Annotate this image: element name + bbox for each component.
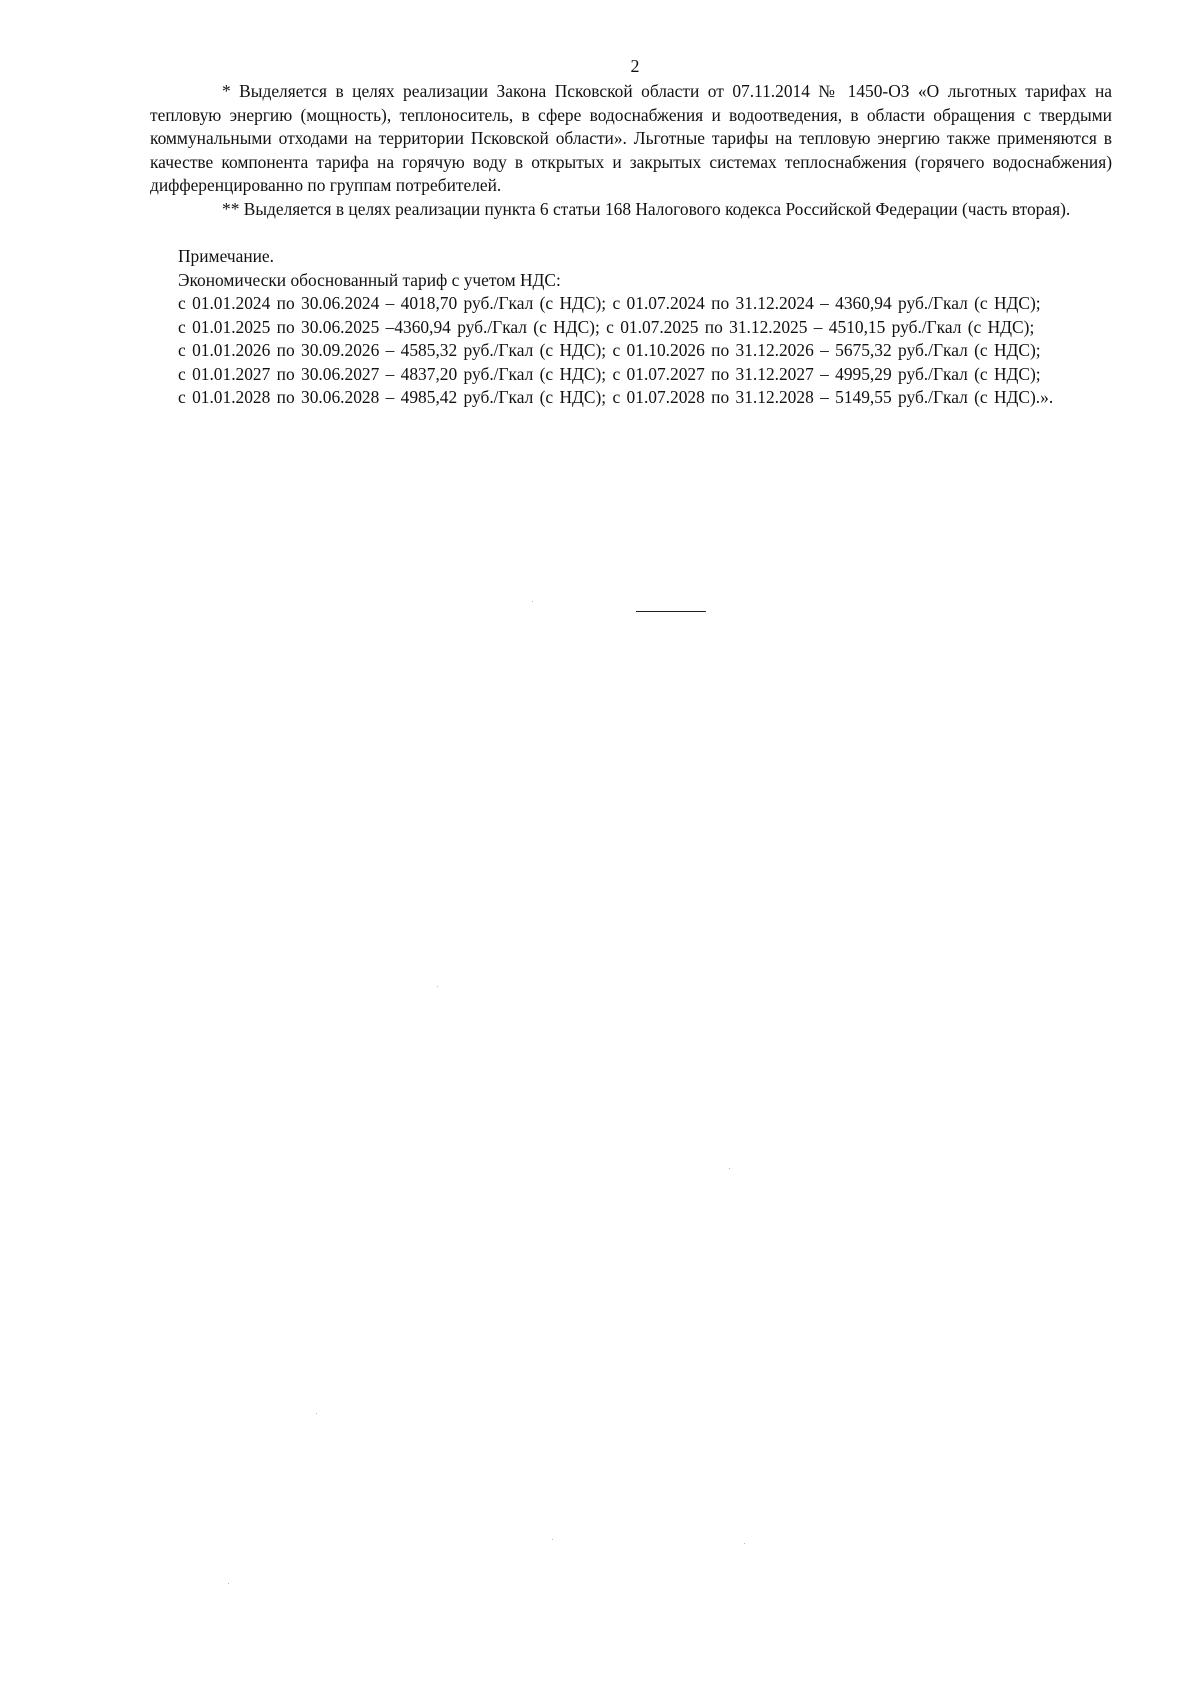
note-subheading: Экономически обоснованный тариф с учетом НДС:: [178, 269, 561, 290]
scan-speck: [729, 1168, 730, 1169]
tariff-line-2028: с 01.01.2028 по 30.06.2028 – 4985,42 руб./Гкал (с НДС); с 01.07.2028 по 31.12.2028 – 5149,55 руб./Гкал (с НДС).».: [178, 387, 1054, 407]
tariff-list: [150, 292, 1112, 410]
footnote-double-asterisk: ** Выделяется в целях реализации пункта 6 статьи 168 Налогового кодекса Российской Федерации (часть вторая).: [222, 198, 1071, 219]
end-of-text-rule: [636, 611, 706, 612]
scan-speck: [532, 601, 533, 602]
tariff-line-2027: с 01.01.2027 по 30.06.2027 – 4837,20 руб./Гкал (с НДС); с 01.07.2027 по 31.12.2027 – 4995,29 руб./Гкал (с НДС);: [178, 363, 1041, 384]
page-number: 2: [630, 56, 640, 76]
scan-speck: [316, 1413, 317, 1414]
tariff-line-2025: с 01.01.2025 по 30.06.2025 –4360,94 руб./Гкал (с НДС); с 01.07.2025 по 31.12.2025 – 4510,15 руб./Гкал (с НДС);: [178, 316, 1035, 337]
document-body: [150, 80, 1112, 410]
scan-speck: [437, 986, 438, 987]
note-block: [150, 245, 1112, 410]
tariff-line-2026: с 01.01.2026 по 30.09.2026 – 4585,32 руб./Гкал (с НДС); с 01.10.2026 по 31.12.2026 – 5675,32 руб./Гкал (с НДС);: [178, 340, 1041, 360]
scan-speck: [552, 1539, 553, 1540]
scan-speck: [744, 1543, 745, 1544]
note-heading: Примечание.: [178, 246, 274, 266]
scan-speck: [228, 1583, 229, 1584]
tariff-line-2024: с 01.01.2024 по 30.06.2024 – 4018,70 руб./Гкал (с НДС); с 01.07.2024 по 31.12.2024 – 4360,94 руб./Гкал (с НДС);: [178, 293, 1041, 313]
footnote-single-asterisk: * Выделяется в целях реализации Закона Псковской области от 07.11.2014 № 1450-ОЗ «О льготных тарифах на тепловую энергию (мощность), теплоноситель, в сфере водоснабжения и водоотведения, в области обращения с твердыми коммунальными отходами на территории Псковской области». Льготные тарифы на тепловую энергию также применяются в качестве компонента тарифа на горячую воду в открытых и закрытых системах теплоснабжения (горячего водоснабжения) дифференцированно по группам потребителей.: [150, 81, 1112, 195]
